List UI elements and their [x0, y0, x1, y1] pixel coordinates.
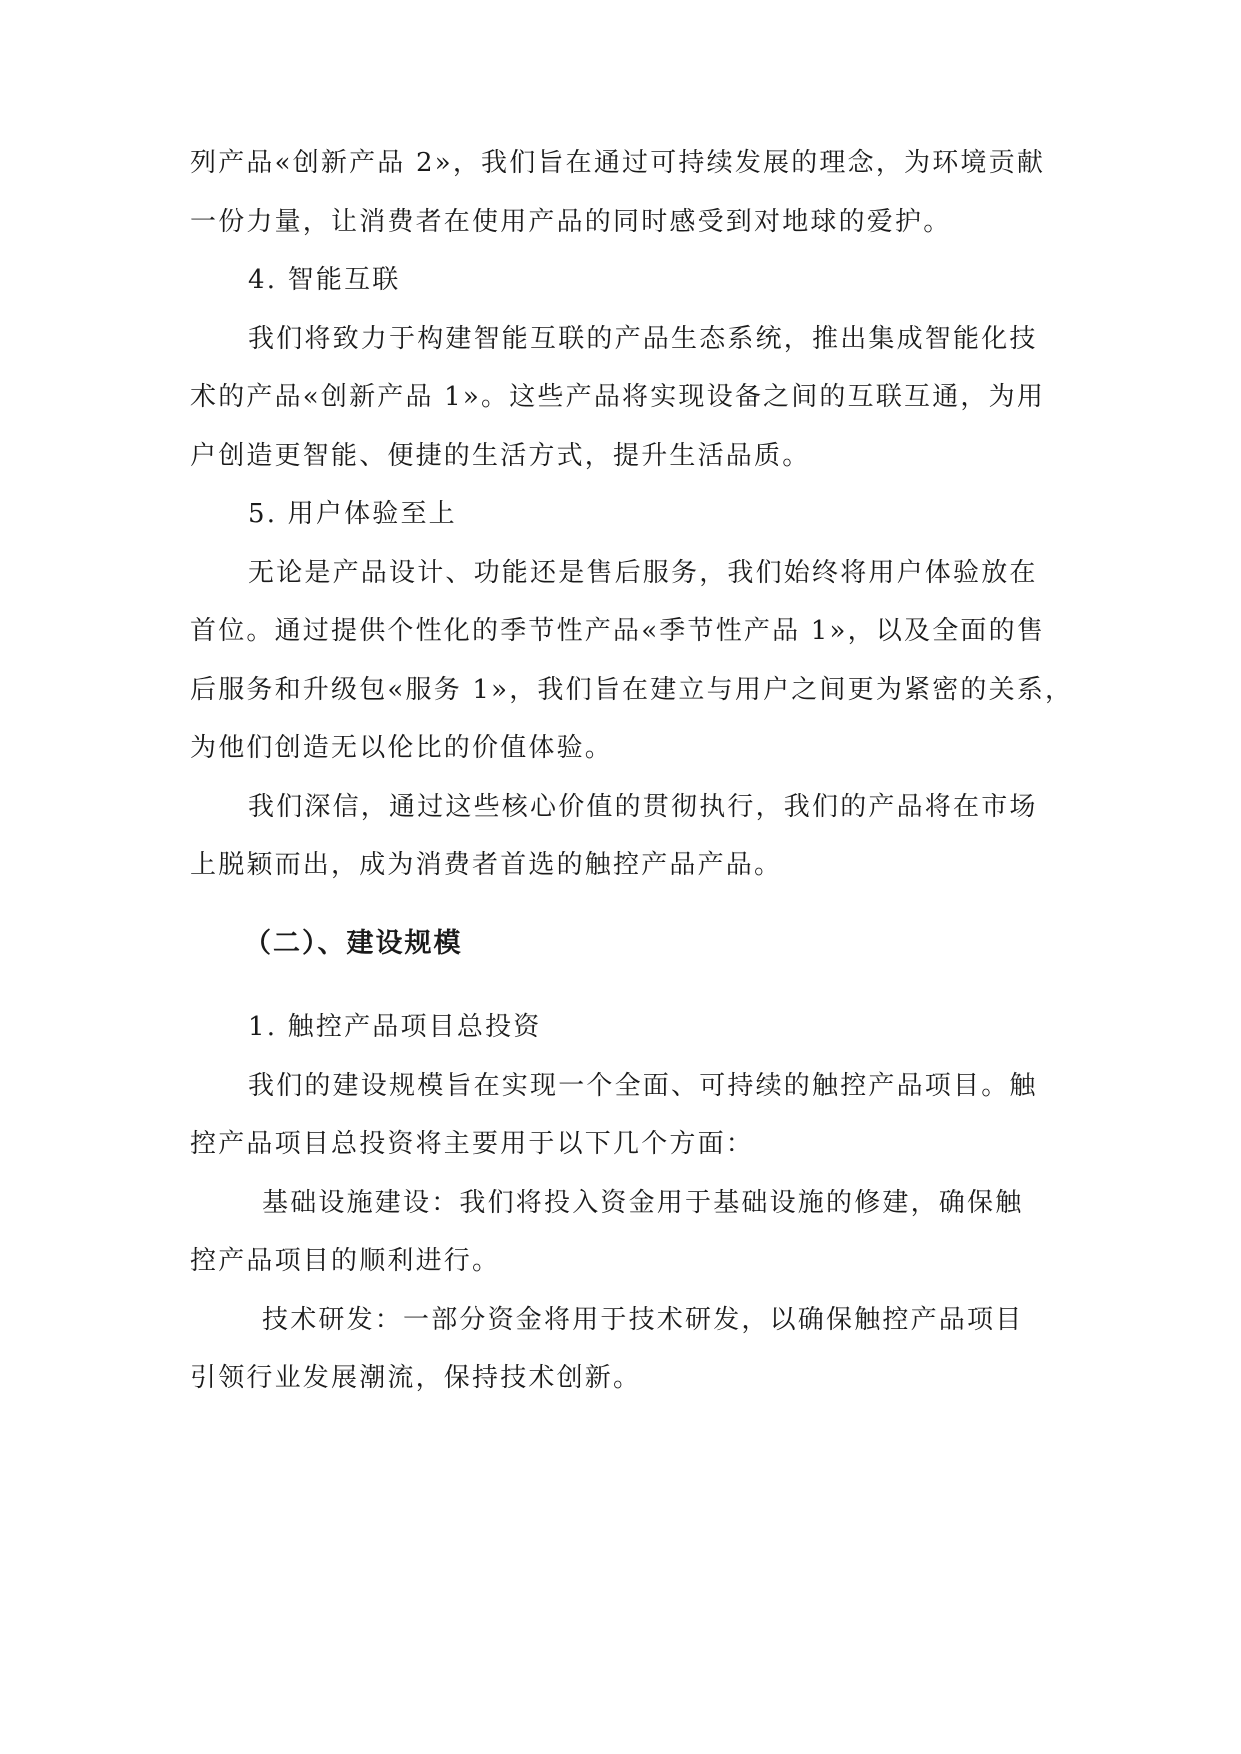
- paragraph-line: 户创造更智能、便捷的生活方式，提升生活品质。: [190, 441, 811, 471]
- paragraph-line: 上脱颖而出，成为消费者首选的触控产品产品。: [190, 850, 783, 880]
- paragraph-line: 控产品项目的顺利进行。: [190, 1246, 501, 1276]
- paragraph-line: 基础设施建设：我们将投入资金用于基础设施的修建，确保触: [262, 1188, 1024, 1218]
- paragraph-line: 列产品«创新产品 2»，我们旨在通过可持续发展的理念，为环境贡献: [190, 148, 1046, 178]
- paragraph-line: 我们深信，通过这些核心价值的贯彻执行，我们的产品将在市场: [248, 792, 1038, 822]
- list-item-heading: 5. 用户体验至上: [248, 499, 457, 529]
- section-heading: （二）、建设规模: [244, 928, 463, 959]
- paragraph-line: 首位。通过提供个性化的季节性产品«季节性产品 1»，以及全面的售: [190, 616, 1046, 646]
- paragraph-line: 技术研发：一部分资金将用于技术研发，以确保触控产品项目: [262, 1305, 1024, 1335]
- paragraph-line: 引领行业发展潮流，保持技术创新。: [190, 1363, 642, 1393]
- paragraph-line: 后服务和升级包«服务 1»，我们旨在建立与用户之间更为紧密的关系，: [190, 675, 1074, 705]
- paragraph-line: 术的产品«创新产品 1»。这些产品将实现设备之间的互联互通，为用: [190, 382, 1046, 412]
- paragraph-line: 一份力量，让消费者在使用产品的同时感受到对地球的爱护。: [190, 207, 952, 237]
- paragraph-line: 无论是产品设计、功能还是售后服务，我们始终将用户体验放在: [248, 558, 1038, 588]
- list-item-heading: 1. 触控产品项目总投资: [248, 1012, 542, 1042]
- list-item-heading: 4. 智能互联: [248, 265, 401, 295]
- paragraph-line: 我们的建设规模旨在实现一个全面、可持续的触控产品项目。触: [248, 1071, 1038, 1101]
- paragraph-line: 我们将致力于构建智能互联的产品生态系统，推出集成智能化技: [248, 324, 1038, 354]
- paragraph-line: 控产品项目总投资将主要用于以下几个方面：: [190, 1129, 755, 1159]
- paragraph-line: 为他们创造无以伦比的价值体验。: [190, 733, 614, 763]
